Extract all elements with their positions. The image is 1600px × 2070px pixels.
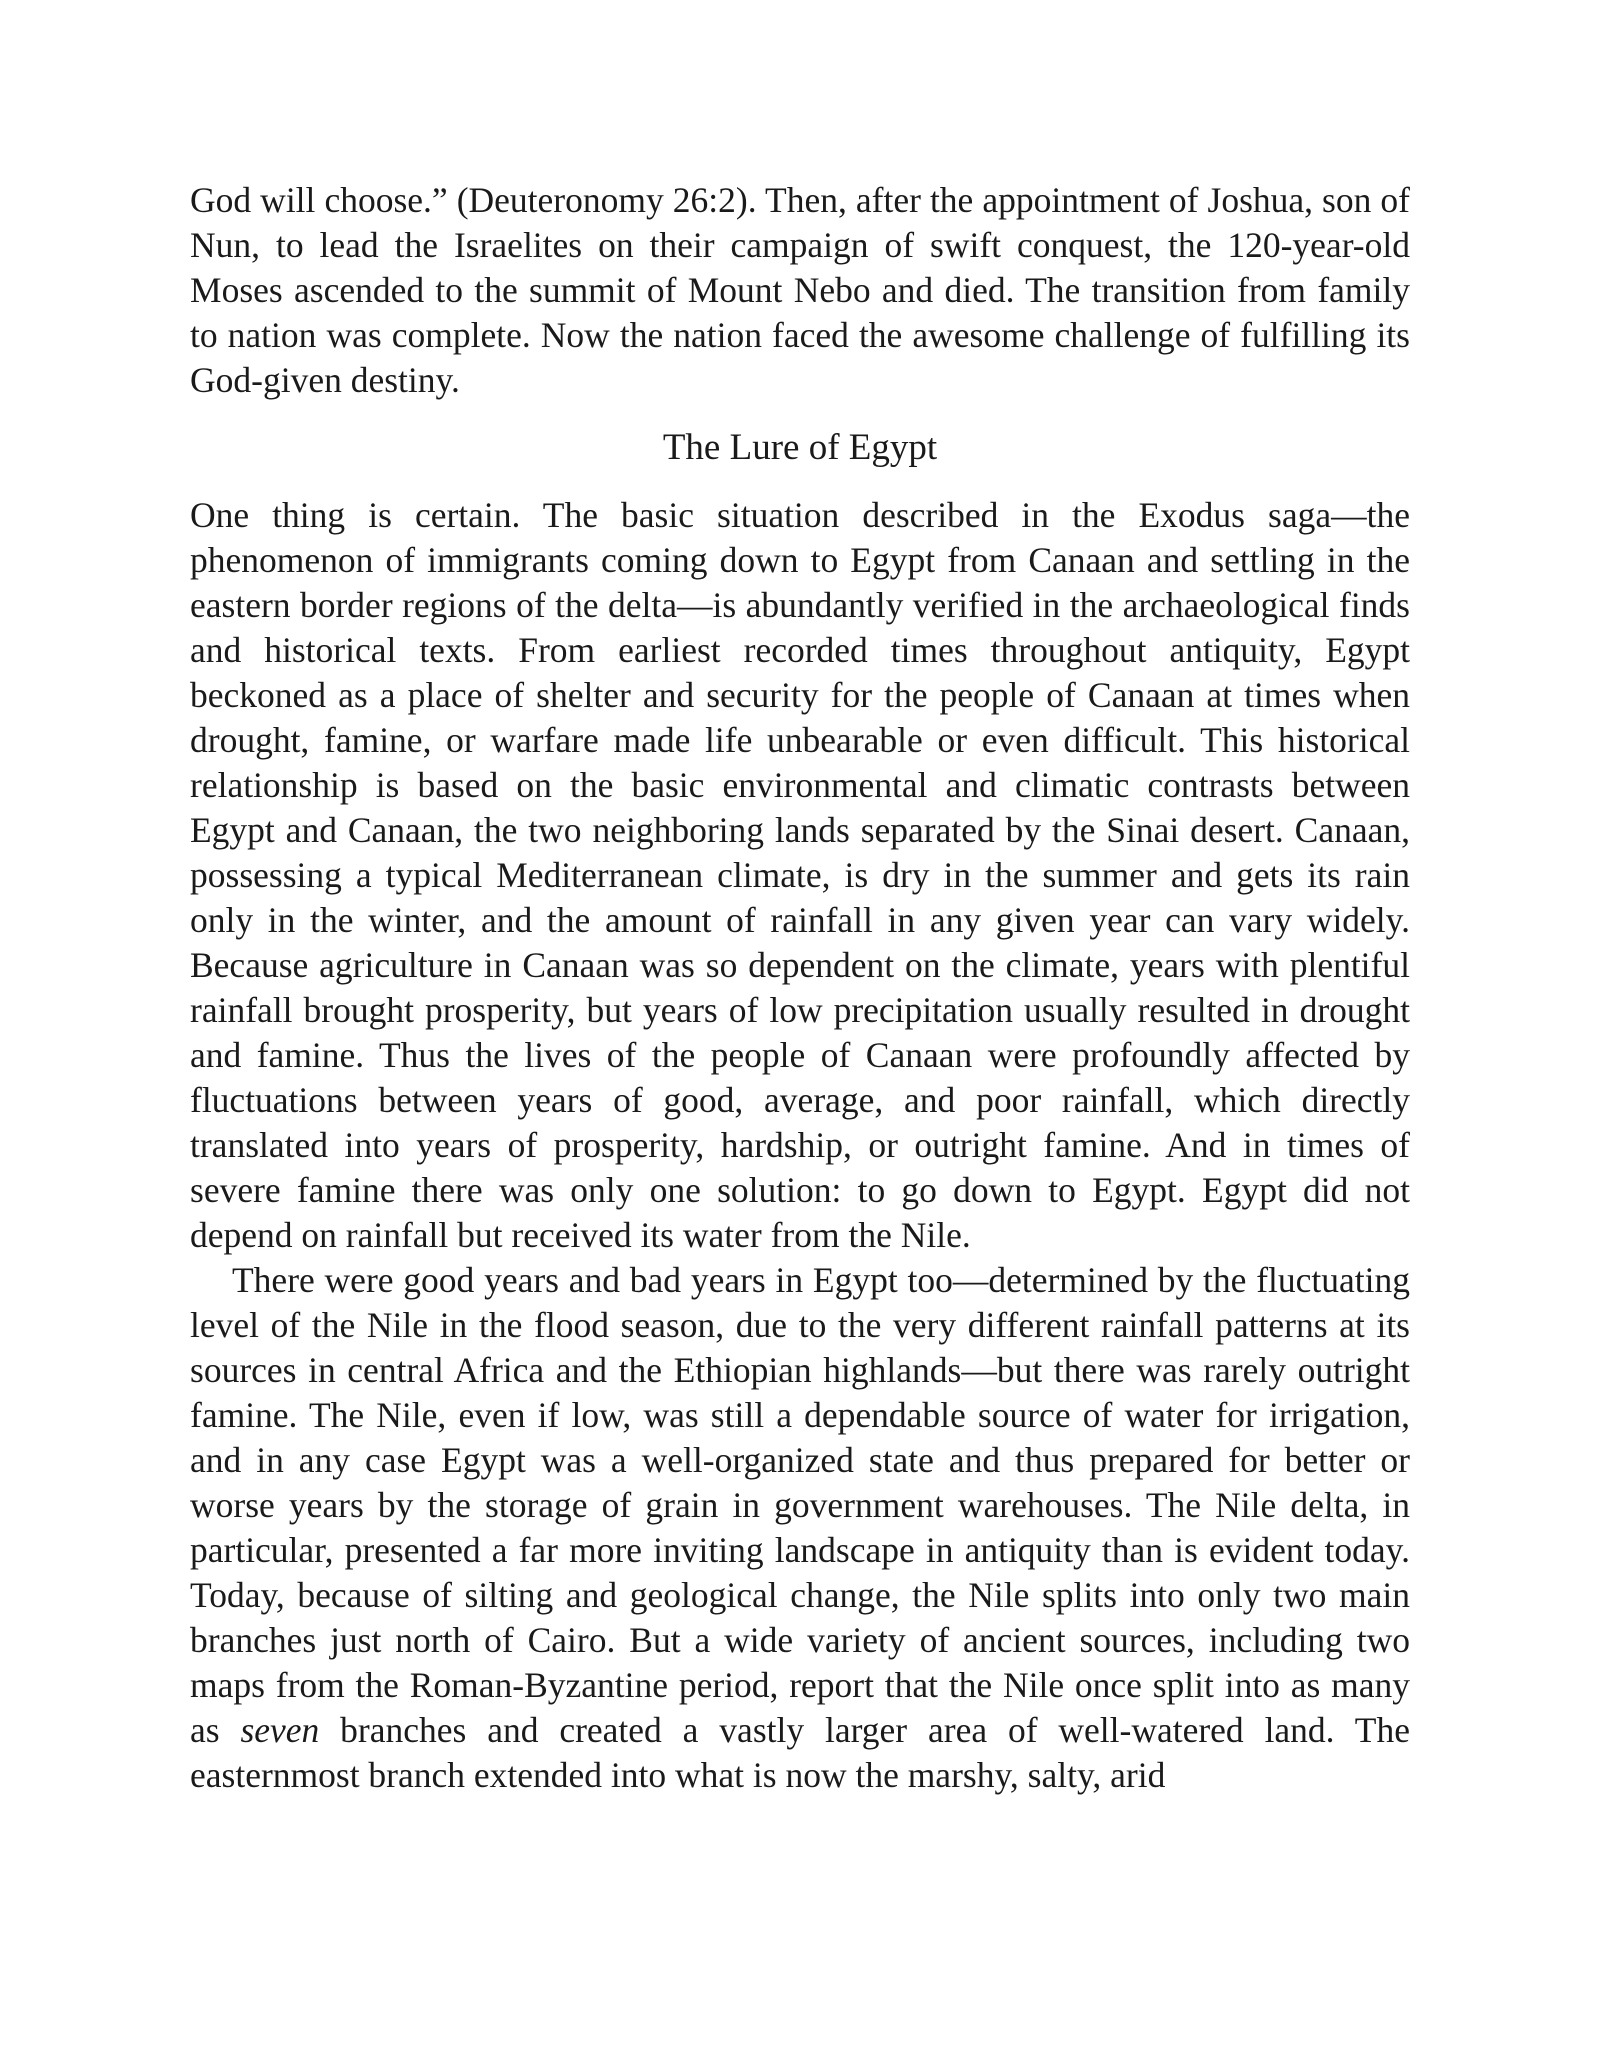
paragraph-2-text-after-italic: branches and created a vastly larger area of well-watered land. The easternmost branch extended into what is now the marshy, salty, arid — [190, 1710, 1410, 1795]
book-page — [190, 178, 1410, 1798]
section-heading: The Lure of Egypt — [662, 427, 938, 468]
opening-paragraph: God will choose.” (Deuteronomy 26:2). Then, after the appointment of Joshua, son of Nun, to lead the Israelites on their campaign of swift conquest, the 120-year-old Moses ascended to the summit of Mount Nebo and died. The transition from family to nation was complete. Now the nation faced the awesome challenge of fulfilling its God-given destiny. — [190, 180, 1410, 400]
italic-emphasis-seven: seven — [240, 1710, 320, 1750]
body-paragraph-1: One thing is certain. The basic situation described in the Exodus saga—the phenomenon of immigrants coming down to Egypt from Canaan and settling in the eastern border regions of the delta—is abundantly verified in the archaeological finds and historical texts. From earliest recorded times throughout antiquity, Egypt beckoned as a place of shelter and security for the people of Canaan at times when drought, famine, or warfare made life unbearable or even difficult. This historical relationship is based on the basic environmental and climatic contrasts between Egypt and Canaan, the two neighboring lands separated by the Sinai desert. Canaan, possessing a typical Mediterranean climate, is dry in the summer and gets its rain only in the winter, and the amount of rainfall in any given year can vary widely. Because agriculture in Canaan was so dependent on the climate, years with plentiful rainfall brought prosperity, but years of low precipitation usually resulted in drought and famine. Thus the lives of the people of Canaan were profoundly affected by fluctuations between years of good, average, and poor rainfall, which directly translated into years of prosperity, hardship, or outright famine. And in times of severe famine there was only one solution: to go down to Egypt. Egypt did not depend on rainfall but received its water from the Nile. — [190, 495, 1410, 1255]
body-paragraph-2 — [190, 1258, 1410, 1798]
paragraph-2-text-before-italic: There were good years and bad years in Egypt too—determined by the fluctuating level of the Nile in the flood season, due to the very different rainfall patterns at its sources in central Africa and the Ethiopian highlands—but there was rarely outright famine. The Nile, even if low, was still a dependable source of water for irrigation, and in any case Egypt was a well-organized state and thus prepared for better or worse years by the storage of grain in government warehouses. The Nile delta, in particular, presented a far more inviting landscape in antiquity than is evident today. Today, because of silting and geological change, the Nile splits into only two main branches just north of Cairo. But a wide variety of ancient sources, including two maps from the Roman-Byzantine period, report that the Nile once split into as many as — [190, 1260, 1410, 1750]
